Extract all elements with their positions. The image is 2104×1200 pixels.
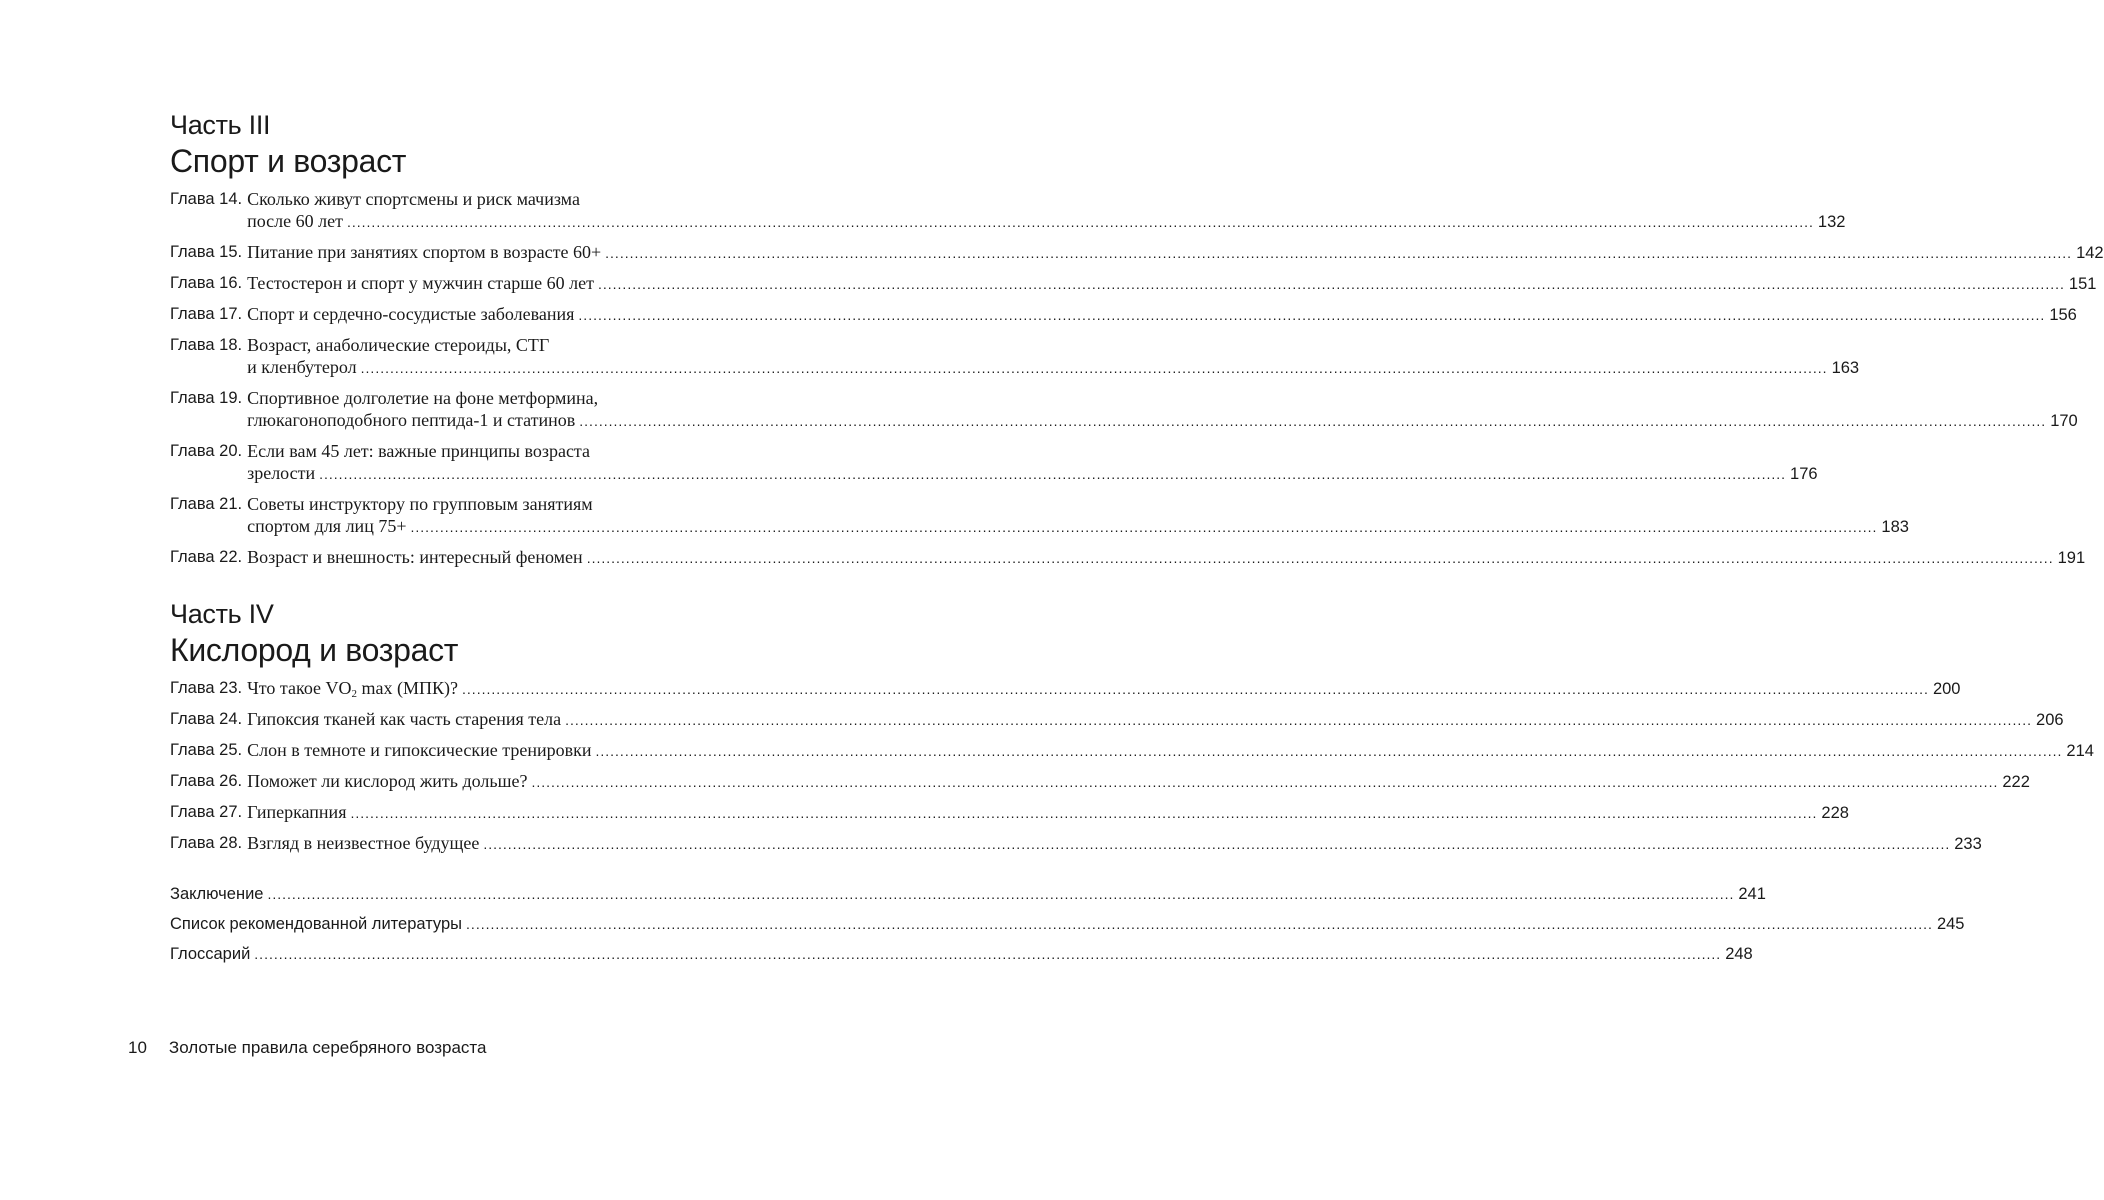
toc-entry: [170, 739, 2094, 762]
chapter-title-last-line: [247, 409, 2078, 432]
chapter-title-last-line: [247, 770, 2030, 793]
dot-leader: ............................................................................................................................................................................................................................................................................................................: [531, 774, 1999, 790]
chapter-title: [247, 801, 1849, 824]
chapter-title: [247, 832, 1982, 855]
chapter-label: Глава 17.: [170, 305, 243, 323]
chapter-title-line: Сколько живут спортсмены и риск мачизма: [247, 189, 580, 209]
chapter-label: Глава 20.: [170, 442, 243, 460]
toc-entry: [170, 770, 2030, 793]
page-number: 10: [128, 1038, 147, 1057]
chapter-title-last-line: [247, 356, 1860, 379]
toc-part: [170, 597, 2094, 855]
chapter-label: Глава 27.: [170, 803, 243, 821]
toc-entry: [170, 303, 2077, 326]
page-ref: 156: [2049, 306, 2077, 324]
chapter-title-last-line: [247, 515, 1909, 538]
chapter-title: [247, 272, 2097, 295]
toc-entry: [170, 677, 1961, 700]
chapter-label: Глава 14.: [170, 190, 243, 208]
toc-part: [170, 108, 2104, 569]
chapter-title-last-line: [247, 801, 1849, 824]
back-matter: [170, 883, 1965, 965]
toc-entry: [170, 493, 1909, 538]
page-ref: 163: [1831, 359, 1860, 377]
dot-leader: ............................................................................................................................................................................................................................................................................................................: [319, 466, 1787, 482]
part-label: Часть III: [170, 110, 271, 140]
chapter-label: Глава 23.: [170, 679, 243, 697]
running-title: Золотые правила серебряного возраста: [168, 1038, 487, 1057]
chapter-label: Глава 25.: [170, 741, 243, 759]
chapter-title-text: глюкагоноподобного пептида-1 и статинов: [247, 410, 576, 430]
toc-entry: [170, 708, 2064, 731]
page-ref: 200: [1932, 680, 1961, 698]
chapter-title: [247, 188, 1846, 233]
dot-leader: ............................................................................................................................................................................................................................................................................................................: [410, 519, 1878, 535]
chapter-title-text: Возраст и внешность: интересный феномен: [247, 547, 583, 567]
dot-leader: ............................................................................................................................................................................................................................................................................................................: [578, 307, 2046, 323]
chapter-title-last-line: [247, 546, 2086, 569]
toc-entry: [170, 546, 2086, 569]
toc-entry: [170, 913, 1965, 935]
chapter-title-text: Тестостерон и спорт у мужчин старше 60 лет: [247, 273, 594, 293]
dot-leader: ............................................................................................................................................................................................................................................................................................................: [360, 360, 1828, 376]
chapter-label: Глава 19.: [170, 389, 243, 407]
page-ref: 241: [1738, 885, 1766, 903]
chapter-title-text: и кленбутерол: [247, 357, 357, 377]
page-ref: 245: [1936, 915, 1965, 933]
chapter-title-last-line: [247, 708, 2064, 731]
chapter-title: [247, 440, 1818, 485]
dot-leader: ............................................................................................................................................................................................................................................................................................................: [565, 712, 2033, 728]
part-label: Часть IV: [170, 599, 274, 629]
title-part: Что такое VO: [247, 678, 352, 698]
dot-leader: ............................................................................................................................................................................................................................................................................................................: [462, 681, 1929, 697]
toc-entry: [170, 272, 2097, 295]
dot-leader: ............................................................................................................................................................................................................................................................................................................: [595, 743, 2063, 759]
chapter-title: [247, 708, 2064, 731]
page-ref: 132: [1817, 213, 1846, 231]
chapter-label: Глава 22.: [170, 548, 243, 566]
page-ref: 151: [2068, 275, 2097, 293]
page-ref: 170: [2050, 412, 2078, 430]
page-ref: 248: [1725, 945, 1753, 963]
chapter-label: Глава 21.: [170, 495, 243, 513]
chapter-title: [247, 677, 1961, 700]
dot-leader: ............................................................................................................................................................................................................................................................................................................: [605, 245, 2073, 261]
chapter-title-last-line: [247, 677, 1961, 700]
chapter-title-last-line: [247, 832, 1982, 855]
dot-leader: ............................................................................................................................................................................................................................................................................................................: [586, 550, 2054, 566]
dot-leader: ............................................................................................................................................................................................................................................................................................................: [267, 886, 1735, 902]
chapter-title-line: Возраст, анаболические стероиды, СТГ: [247, 335, 550, 355]
back-matter-title: Глоссарий: [170, 945, 251, 963]
chapter-title: [247, 387, 2078, 432]
toc-entry: [170, 883, 1766, 905]
dot-leader: ............................................................................................................................................................................................................................................................................................................: [483, 836, 1951, 852]
dot-leader: ............................................................................................................................................................................................................................................................................................................: [466, 916, 1933, 932]
part-title: Спорт и возраст: [170, 143, 407, 179]
page-ref: 214: [2066, 742, 2094, 760]
chapter-title-last-line: [247, 210, 1846, 233]
page-ref: 191: [2057, 549, 2086, 567]
page-footer: [128, 1038, 486, 1058]
subscript: 2: [351, 688, 358, 700]
chapter-title-last-line: [247, 462, 1818, 485]
chapter-title: [247, 241, 2104, 264]
title-part: max (МПК)?: [357, 678, 459, 698]
chapter-title: [247, 770, 2030, 793]
back-matter-title: Список рекомендованной литературы: [170, 915, 463, 933]
chapter-label: Глава 18.: [170, 336, 243, 354]
chapter-title-text: Поможет ли кислород жить дольше?: [247, 771, 528, 791]
part-title: Кислород и возраст: [170, 632, 459, 668]
page-ref: 222: [2002, 773, 2030, 791]
chapter-title-text: зрелости: [247, 463, 316, 483]
chapter-title: [247, 546, 2086, 569]
toc-entry: [170, 241, 2104, 264]
chapter-title-text: после 60 лет: [247, 211, 343, 231]
chapter-title: [247, 303, 2077, 326]
chapter-title-last-line: [247, 241, 2104, 264]
toc-entry: [170, 387, 2078, 432]
dot-leader: ............................................................................................................................................................................................................................................................................................................: [350, 805, 1818, 821]
page-ref: 233: [1954, 835, 1982, 853]
chapter-title: [247, 493, 1909, 538]
table-of-contents: [170, 108, 2104, 973]
back-matter-title: Заключение: [170, 885, 264, 903]
dot-leader: ............................................................................................................................................................................................................................................................................................................: [346, 214, 1814, 230]
toc-entry: [170, 832, 1982, 855]
toc-entry: [170, 801, 1849, 824]
page-ref: 228: [1821, 804, 1849, 822]
page-ref: 176: [1790, 465, 1818, 483]
dot-leader: ............................................................................................................................................................................................................................................................................................................: [597, 276, 2065, 292]
chapter-title: [247, 739, 2094, 762]
page-ref: 183: [1881, 518, 1909, 536]
chapter-title-line: Спортивное долголетие на фоне метформина,: [247, 388, 599, 408]
chapter-label: Глава 28.: [170, 834, 243, 852]
chapter-title-last-line: [247, 303, 2077, 326]
chapter-title-text: Спорт и сердечно-сосудистые заболевания: [247, 304, 575, 324]
chapter-label: Глава 16.: [170, 274, 243, 292]
page-ref: 142: [2076, 244, 2104, 262]
dot-leader: ............................................................................................................................................................................................................................................................................................................: [254, 946, 1722, 962]
chapter-title-text: Гиперкапния: [247, 802, 347, 822]
chapter-title-text: Гипоксия тканей как часть старения тела: [247, 709, 562, 729]
chapter-title-text: спортом для лиц 75+: [247, 516, 407, 536]
chapter-title-last-line: [247, 272, 2097, 295]
toc-entry: [170, 943, 1753, 965]
chapter-label: Глава 24.: [170, 710, 243, 728]
chapter-label: Глава 26.: [170, 772, 243, 790]
chapter-title-last-line: [247, 739, 2094, 762]
dot-leader: ............................................................................................................................................................................................................................................................................................................: [579, 413, 2047, 429]
chapter-title-line: Если вам 45 лет: важные принципы возраста: [247, 441, 591, 461]
toc-entry: [170, 188, 1846, 233]
toc-entry: [170, 440, 1818, 485]
toc-entry: [170, 334, 1860, 379]
chapter-title-text: Питание при занятиях спортом в возрасте 60+: [247, 242, 602, 262]
chapter-title-line: Советы инструктору по групповым занятиям: [247, 494, 593, 514]
chapter-title-text: Взгляд в неизвестное будущее: [247, 833, 480, 853]
chapter-title-text: [247, 677, 458, 699]
page-ref: 206: [2036, 711, 2064, 729]
chapter-title-text: Слон в темноте и гипоксические тренировки: [247, 740, 592, 760]
chapter-label: Глава 15.: [170, 243, 243, 261]
chapter-title: [247, 334, 1860, 379]
